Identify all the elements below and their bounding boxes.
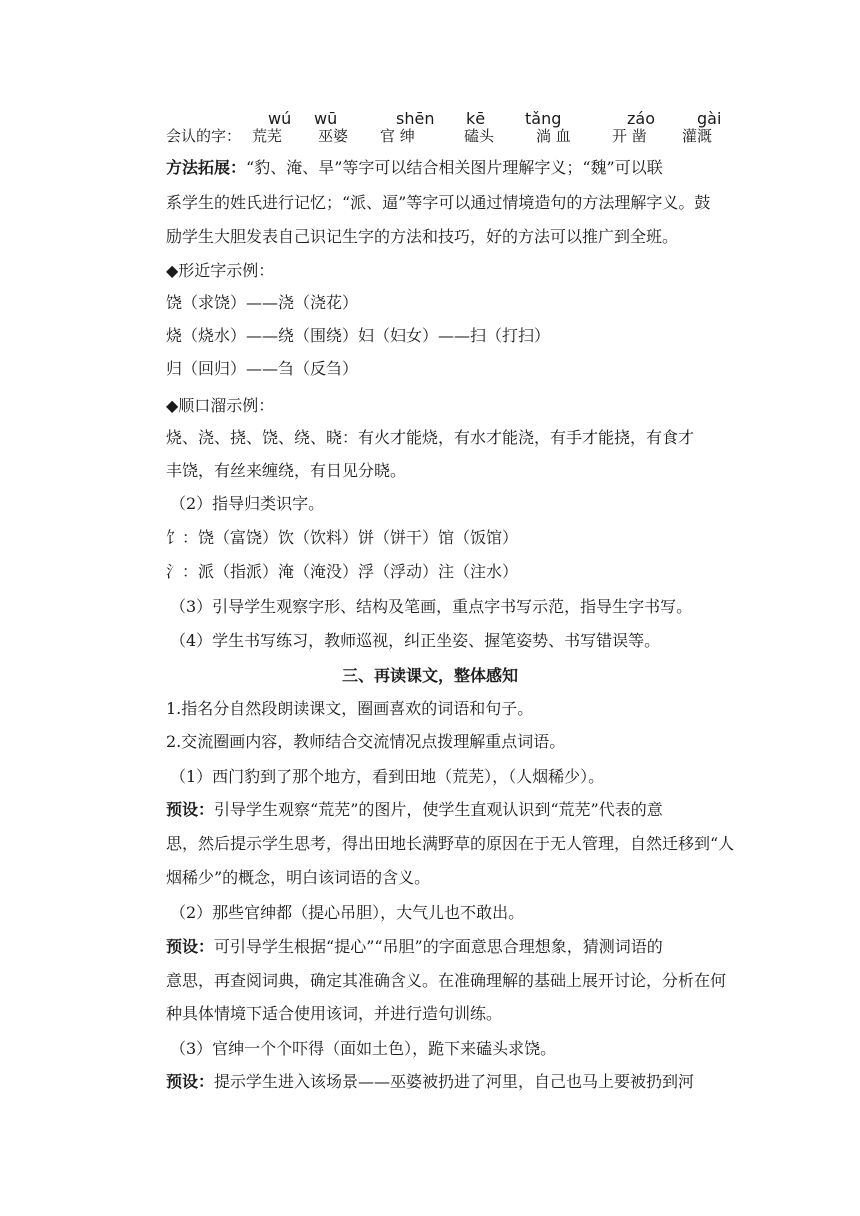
guide-category-shui: 氵：派（指派）淹（淹没）浮（浮动）注（注水） [166,562,519,581]
rhyme-title: ◆顺口溜示例： [166,396,275,415]
word-tangxue: 淌 血 [536,127,571,145]
preset-1-line-3: 烟稀少”的概念，明白该词语的含义。 [166,868,431,887]
preset-label: 预设： [166,1072,215,1091]
method-line-3: 励学生大胆发表自己识记生字的方法和技巧，好的方法可以推广到全班。 [166,227,679,246]
preset-label: 预设： [166,800,215,819]
method-text-1: “豹、淹、旱”等字可以结合相关图片理解字义；“魏”可以联 [246,158,663,177]
pinyin-wu2: wú [268,109,292,128]
preset-label: 预设： [166,937,215,956]
pinyin-zao: záo [627,109,655,128]
question-2: （2）那些官绅都（提心吊胆），大气儿也不敢出。 [170,903,525,922]
word-kaizao: 开 凿 [612,127,647,145]
section-heading: 三、再读课文，整体感知 [341,666,518,685]
similar-line-3: 归（回归）——刍（反刍） [166,359,359,378]
word-wupo: 巫婆 [318,127,349,145]
question-1: （1）西门豹到了那个地方，看到田地（荒芜），（人烟稀少）。 [170,767,605,786]
word-guangai: 灌溉 [682,127,713,145]
similar-title: ◆形近字示例： [166,261,275,280]
preset-2-line-2: 意思，再查阅词典，确定其准确含义。在准确理解的基础上展开讨论，分析在何 [166,971,727,990]
similar-line-2: 烧（烧水）——绕（围绕）妇（妇女）——扫（打扫） [166,326,551,345]
pinyin-wu1: wū [314,109,338,128]
pinyin-tang: tǎng [525,109,562,128]
method-label: 方法拓展： [166,158,247,177]
word-ketou: 磕头 [464,127,495,145]
preset-3-line-1 [166,1072,738,1092]
preset-2-line-1 [166,937,738,957]
preset-1-line-2: 思，然后提示学生思考，得出田地长满野草的原因在于无人管理，自然迁移到“人 [166,834,735,853]
recognize-label: 会认的字： [166,127,242,145]
guide-item-2: （2）指导归类识字。 [170,494,325,513]
pinyin-shen: shēn [396,109,435,128]
question-3: （3）官绅一个个吓得（面如土色），跪下来磕头求饶。 [170,1039,557,1058]
pinyin-gai: gài [697,109,722,128]
preset-1-line-1 [166,800,738,820]
preset-3-text-1: 提示学生进入该场景——巫婆被扔进了河里，自己也马上要被扔到河 [214,1072,695,1091]
similar-line-1: 饶（求饶）——浇（浇花） [166,293,359,312]
pinyin-ke: kē [466,109,486,128]
word-huangwu: 荒芜 [252,127,283,145]
rhyme-line-1: 烧、浇、挠、饶、绕、晓：有火才能烧，有水才能浇，有手才能挠，有食才 [166,428,695,447]
word-guanshen: 官 绅 [380,127,415,145]
step-1: 1.指名分自然段朗读课文，圈画喜欢的词语和句子。 [166,699,534,718]
method-line-1 [166,158,738,178]
guide-item-3: （3）引导学生观察字形、结构及笔画，重点字书写示范，指导生字书写。 [170,597,693,616]
method-line-2: 系学生的姓氏进行记忆；“派、逼”等字可以通过情境造句的方法理解字义。鼓 [166,193,711,212]
rhyme-line-2: 丰饶，有丝来缠绕，有日见分晓。 [166,461,407,480]
guide-item-4: （4）学生书写练习，教师巡视，纠正坐姿、握笔姿势、书写错误等。 [170,631,661,650]
step-2: 2.交流圈画内容，教师结合交流情况点拨理解重点词语。 [166,732,566,751]
preset-2-text-1: 可引导学生根据“提心”“吊胆”的字面意思合理想象，猜测词语的 [214,937,663,956]
guide-category-shi: 饣：饶（富饶）饮（饮料）饼（饼干）馆（饭馆） [166,528,519,547]
preset-2-line-3: 种具体情境下适合使用该词，并进行造句训练。 [166,1004,503,1023]
preset-1-text-1: 引导学生观察“荒芜”的图片，使学生直观认识到“荒芜”代表的意 [214,800,663,819]
